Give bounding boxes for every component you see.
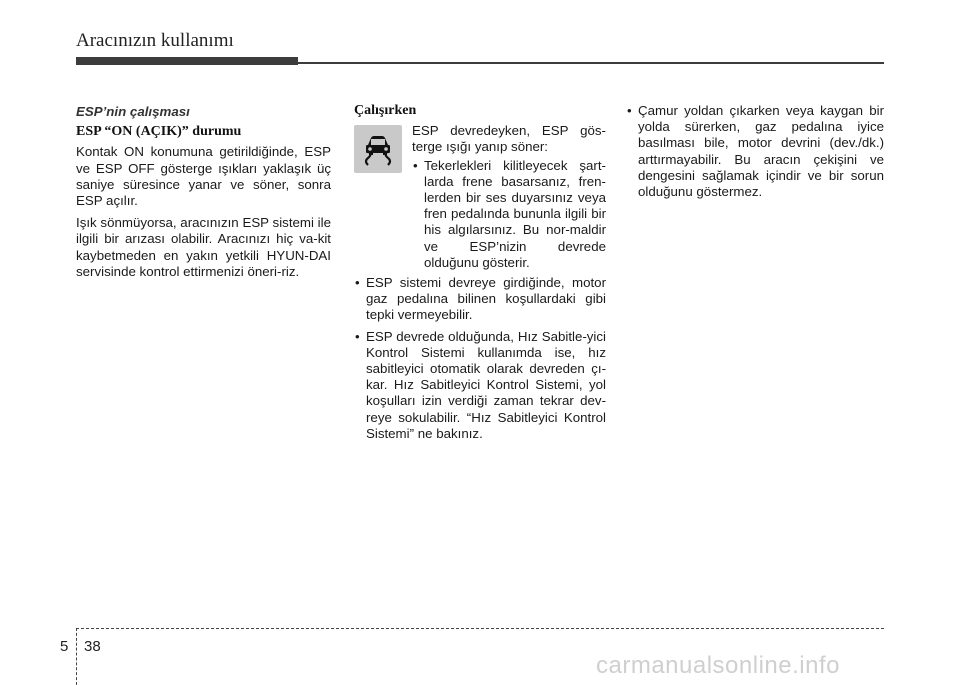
paragraph-esp-fault: Işık sönmüyorsa, aracınızın ESP sistemi ile ilgili bir arızası olabilir. Aracınızı hiç va-kit kaybetmeden en yakın yetkili HYUN-DAI servisinde kontrol ettirmenizi öneri-riz.	[76, 215, 331, 279]
column-3	[626, 103, 884, 205]
icon-block	[354, 123, 606, 271]
page-header-title: Aracınızın kullanımı	[76, 30, 234, 51]
page-number: 38	[84, 638, 101, 655]
section-title-operating: Çalışırken	[354, 103, 417, 118]
watermark: carmanualsonline.info	[596, 652, 840, 679]
subsection-title-esp-on: ESP “ON (AÇIK)” durumu	[76, 124, 242, 140]
header-rule-thin	[298, 62, 884, 64]
chapter-number: 5	[60, 638, 69, 655]
icon-description	[412, 123, 606, 271]
paragraph-esp-on: Kontak ON konumuna getirildiğinde, ESP ve ESP OFF gösterge ışıkları yaklaşık üç saniye süresince yanar ve söner, sonra ESP açılır.	[76, 144, 331, 209]
section-title-esp-operation: ESP’nin çalışması	[76, 104, 190, 119]
footer-vertical-rule	[76, 628, 77, 685]
bullet-mud-road: • Çamur yoldan çıkarken veya kaygan bir yolda sürerken, gaz pedalına iyice basılması bile, motor devrini (dev./dk.) arttırmayabilir. Bu aracın çekişini ve dengesini sağlamak içindir ve bir sorun olduğunu göstermez.	[626, 103, 884, 200]
column-1	[76, 104, 331, 286]
footer-rule	[76, 628, 884, 629]
bullet-engine-response: • ESP sistemi devreye girdiğinde, motor gaz pedalına bilinen koşullardaki gibi tepki vermeyebilir.	[354, 275, 606, 324]
column-2	[354, 103, 606, 447]
icon-text: ESP devredeyken, ESP gös-terge ışığı yanıp söner:	[412, 123, 606, 155]
header-rule-thick	[76, 57, 298, 65]
esp-skid-icon	[354, 125, 402, 173]
bullet-cruise-control: • ESP devrede olduğunda, Hız Sabitle-yici Kontrol Sistemi kullanımda ise, hız sabitleyici otomatik olarak devreden çı-kar. Hız Sabitleyici Kontrol Sistemi, yol koşulları izin verdiği zaman tekrar dev-reye sokulabilir. “Hız Sabitleyici Kontrol Sistemi” ne bakınız.	[354, 329, 606, 442]
sub-bullet-brake: • Tekerlekleri kilitleyecek şart-larda frene basarsanız, fren-lerden bir ses duyarsınız veya fren pedalında bununla ilgili bir his algılarsınız. Bu nor-maldir ve ESP’nizin devrede olduğunu gösterir.	[412, 158, 606, 271]
